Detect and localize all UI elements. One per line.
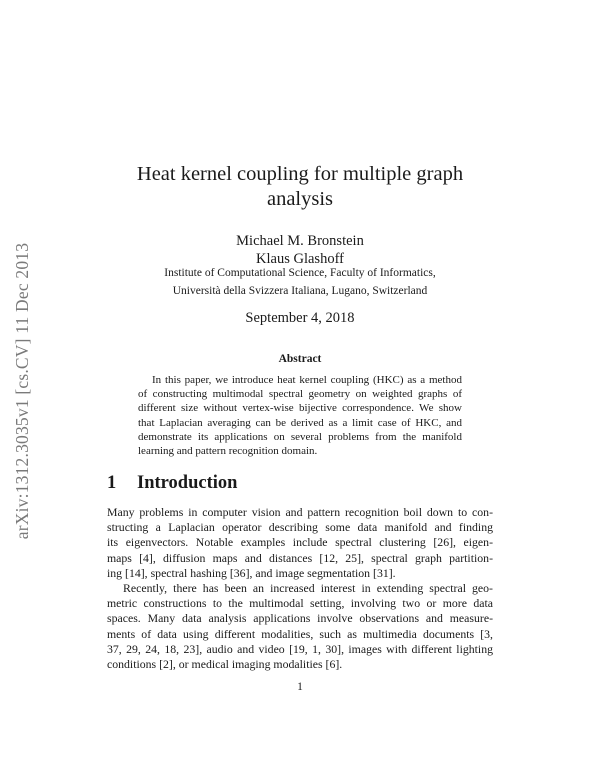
intro-paragraph-1 <box>107 505 493 581</box>
arxiv-identifier: arXiv:1312.3035v1 [cs.CV] 11 Dec 2013 <box>12 242 32 540</box>
paragraph-line: conditions [2], or medical imaging modalities [6]. <box>107 657 343 672</box>
author-2: Klaus Glashoff <box>256 251 344 267</box>
section-heading-introduction <box>107 473 237 494</box>
paragraph-line: ments of data using different modalities, such as multimedia documents [3, <box>107 626 493 641</box>
intro-paragraph-2 <box>107 581 493 672</box>
section-number: 1 <box>107 473 117 493</box>
paragraph-line: Many problems in computer vision and pattern recognition boil down to con- <box>107 505 493 519</box>
abstract-line: demonstrate its applications on several problems from the manifold <box>138 430 462 443</box>
abstract-line: different size without vertex-wise bijective correspondence. We show <box>138 402 462 415</box>
page-number: 1 <box>297 681 303 693</box>
affiliation-line-2: Università della Svizzera Italiana, Lugano, Switzerland <box>172 285 428 297</box>
paragraph-line: Recently, there has been an increased interest in extending spectral geo- <box>123 581 493 595</box>
abstract-heading: Abstract <box>278 353 322 365</box>
paragraph-line: ing [14], spectral hashing [36], and image segmentation [31]. <box>107 565 396 580</box>
paragraph-line: 37, 29, 24, 18, 23], audio and video [19, 1, 30], images with different lighting <box>107 641 493 656</box>
paper-title <box>100 162 500 212</box>
paragraph-line: metric constructions to the multimodal setting, involving two or more data <box>107 596 493 611</box>
paper-title-line-2: analysis <box>266 188 334 210</box>
abstract-body <box>138 373 462 458</box>
author-1: Michael M. Bronstein <box>236 233 364 249</box>
arxiv-side-stamp <box>2 206 42 576</box>
paragraph-line: its eigenvectors. Notable examples include spectral clustering [26], eigen- <box>107 535 493 550</box>
abstract-line: In this paper, we introduce heat kernel coupling (HKC) as a method <box>152 374 462 386</box>
paper-title-line-1: Heat kernel coupling for multiple graph <box>136 163 464 185</box>
paragraph-line: structing a Laplacian operator describing some data manifold and finding <box>107 520 493 535</box>
paragraph-line: maps [4], diffusion maps and distances [12, 25], spectral graph partition- <box>107 550 493 565</box>
affiliation-line-1: Institute of Computational Science, Faculty of Informatics, <box>164 267 436 279</box>
section-title: Introduction <box>137 473 238 493</box>
abstract-line: of constructing multimodal spectral geometry on weighted graphs of <box>138 388 462 401</box>
abstract-line: that Laplacian averaging can be derived as a limit case of HKC, and <box>138 416 462 429</box>
abstract-line: learning and pattern recognition domain. <box>138 445 318 458</box>
paragraph-line: spaces. Many data analysis applications involve observations and measure- <box>107 611 493 626</box>
publication-date: September 4, 2018 <box>245 310 355 326</box>
